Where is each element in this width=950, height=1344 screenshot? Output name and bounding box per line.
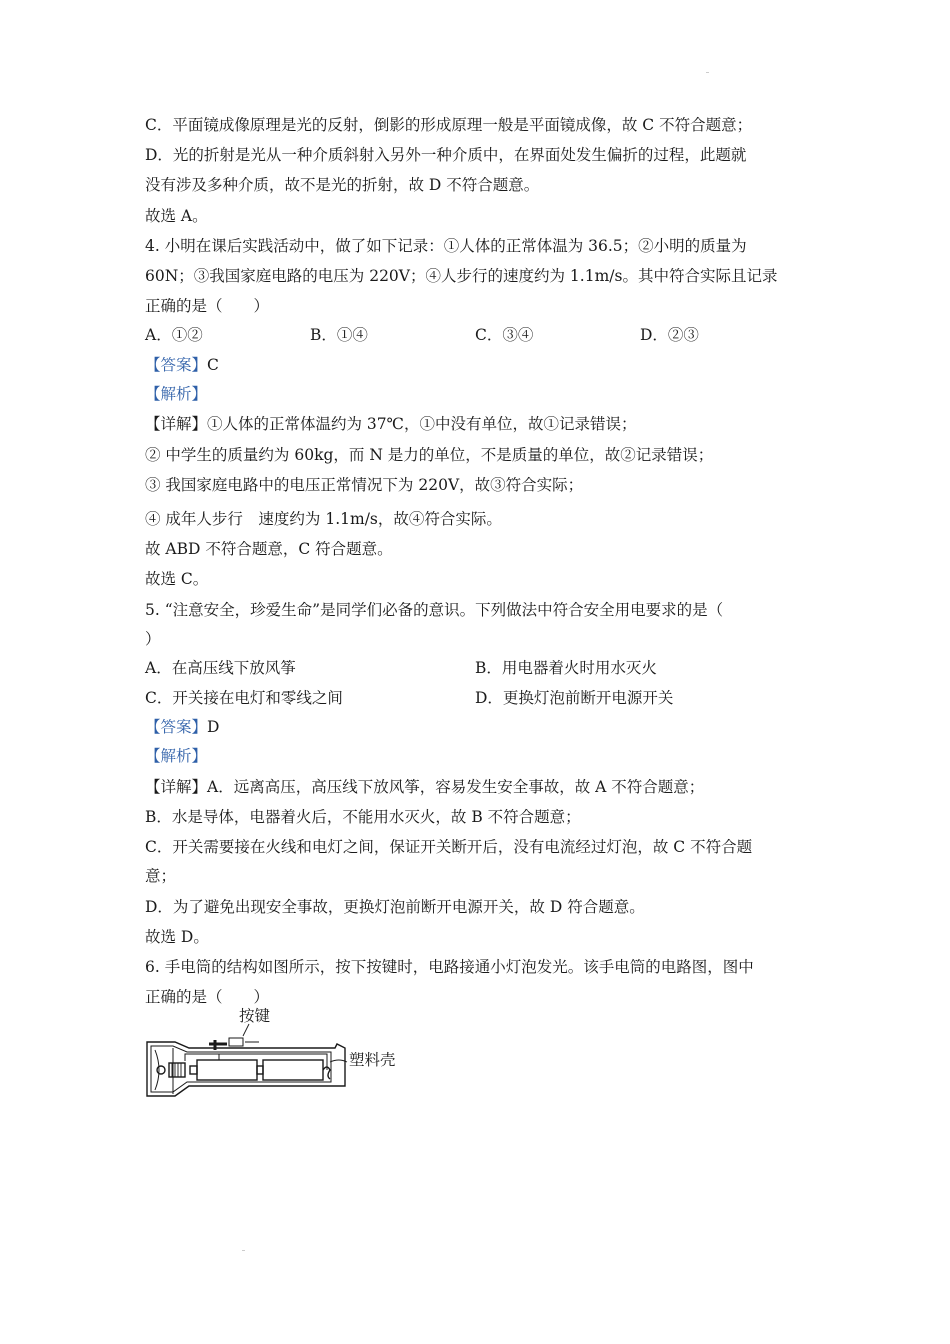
q4-stem: 60N；③我国家庭电路的电压为 220V；④人步行的速度约为 1.1m/s。其中符合实际且记录 (145, 266, 778, 285)
q5-detail: D．为了避免出现安全事故，更换灯泡前断开电源开关，故 D 符合题意。 (145, 897, 645, 916)
answer-value: C (207, 355, 219, 374)
q4-option-c: C．③④ (475, 326, 534, 345)
q5-analysis-tag: 【解析】 (145, 747, 208, 766)
q4-summary: 故 ABD 不符合题意，C 符合题意。 (145, 540, 393, 559)
q5-stem: ） (145, 629, 161, 648)
q5-options (145, 654, 805, 683)
q6-stem: 6. 手电筒的结构如图所示，按下按键时，电路接通小灯泡发光。该手电筒的电路图，图中 (145, 958, 754, 977)
scan-speck (242, 1250, 245, 1251)
q4-detail: ④ 成年人步行 速度约为 1.1m/s，故④符合实际。 (145, 510, 502, 529)
q5-detail: C．开关需要接在火线和电灯之间，保证开关断开后，没有电流经过灯泡，故 C 不符合题 (145, 838, 753, 857)
q4-detail: 【详解】①人体的正常体温约为 37℃，①中没有单位，故①记录错误； (145, 415, 637, 434)
q5-option-c: C．开关接在电灯和零线之间 (145, 688, 343, 707)
q5-detail: 【详解】A．远离高压，高压线下放风筝，容易发生安全事故，故 A 不符合题意； (145, 777, 705, 796)
q5-option-d: D．更换灯泡前断开电源开关 (475, 688, 674, 707)
q5-detail: B．水是导体，电器着火后，不能用水灭火，故 B 不符合题意； (145, 807, 581, 826)
answer-value: D (207, 717, 220, 736)
q5-choice: 故选 D。 (145, 927, 209, 946)
q4-detail: ③ 我国家庭电路中的电压正常情况下为 220V，故③符合实际； (145, 475, 584, 494)
q5-answer (145, 713, 805, 742)
q5-option-a: A．在高压线下放风筝 (145, 659, 296, 678)
q3-option-c-analysis: C．平面镜成像原理是光的反射，倒影的形成原理一般是平面镜成像，故 C 不符合题意； (145, 116, 753, 134)
q4-stem: 正确的是（ ） (145, 297, 270, 316)
scan-speck (706, 72, 709, 73)
q4-option-a: A．①② (145, 326, 203, 345)
q4-option-d: D．②③ (640, 326, 699, 345)
answer-tag: 【答案】 (145, 355, 208, 374)
q4-analysis-tag: 【解析】 (145, 385, 208, 404)
q4-option-b: B．①④ (310, 326, 368, 345)
q3-choice: 故选 A。 (145, 206, 208, 225)
figure-label-shell: 塑料壳 (349, 1051, 396, 1070)
q5-detail: 意； (145, 867, 177, 886)
q4-detail: ② 中学生的质量约为 60kg，而 N 是力的单位，不是质量的单位，故②记录错误； (145, 445, 714, 464)
flashlight-figure (145, 1007, 805, 1114)
q6-stem: 正确的是（ ） (145, 988, 270, 1007)
q4-stem: 4. 小明在课后实践活动中，做了如下记录：①人体的正常体温为 36.5；②小明的质量为 (145, 236, 747, 255)
q4-answer (145, 351, 805, 380)
document-page (145, 110, 805, 1114)
q5-options (145, 684, 805, 713)
q4-options (145, 321, 805, 350)
q3-option-d-analysis-cont: 没有涉及多种介质，故不是光的折射，故 D 不符合题意。 (145, 176, 540, 195)
answer-tag: 【答案】 (145, 717, 208, 736)
q4-choice: 故选 C。 (145, 570, 209, 589)
q5-option-b: B．用电器着火时用水灭火 (475, 659, 657, 678)
figure-label-button: 按键 (239, 1007, 271, 1026)
q3-option-d-analysis: D．光的折射是光从一种介质斜射入另外一种介质中，在界面处发生偏折的过程，此题就 (145, 146, 747, 165)
q5-stem: 5. “注意安全，珍爱生命”是同学们必备的意识。下列做法中符合安全用电要求的是（ (145, 600, 724, 619)
